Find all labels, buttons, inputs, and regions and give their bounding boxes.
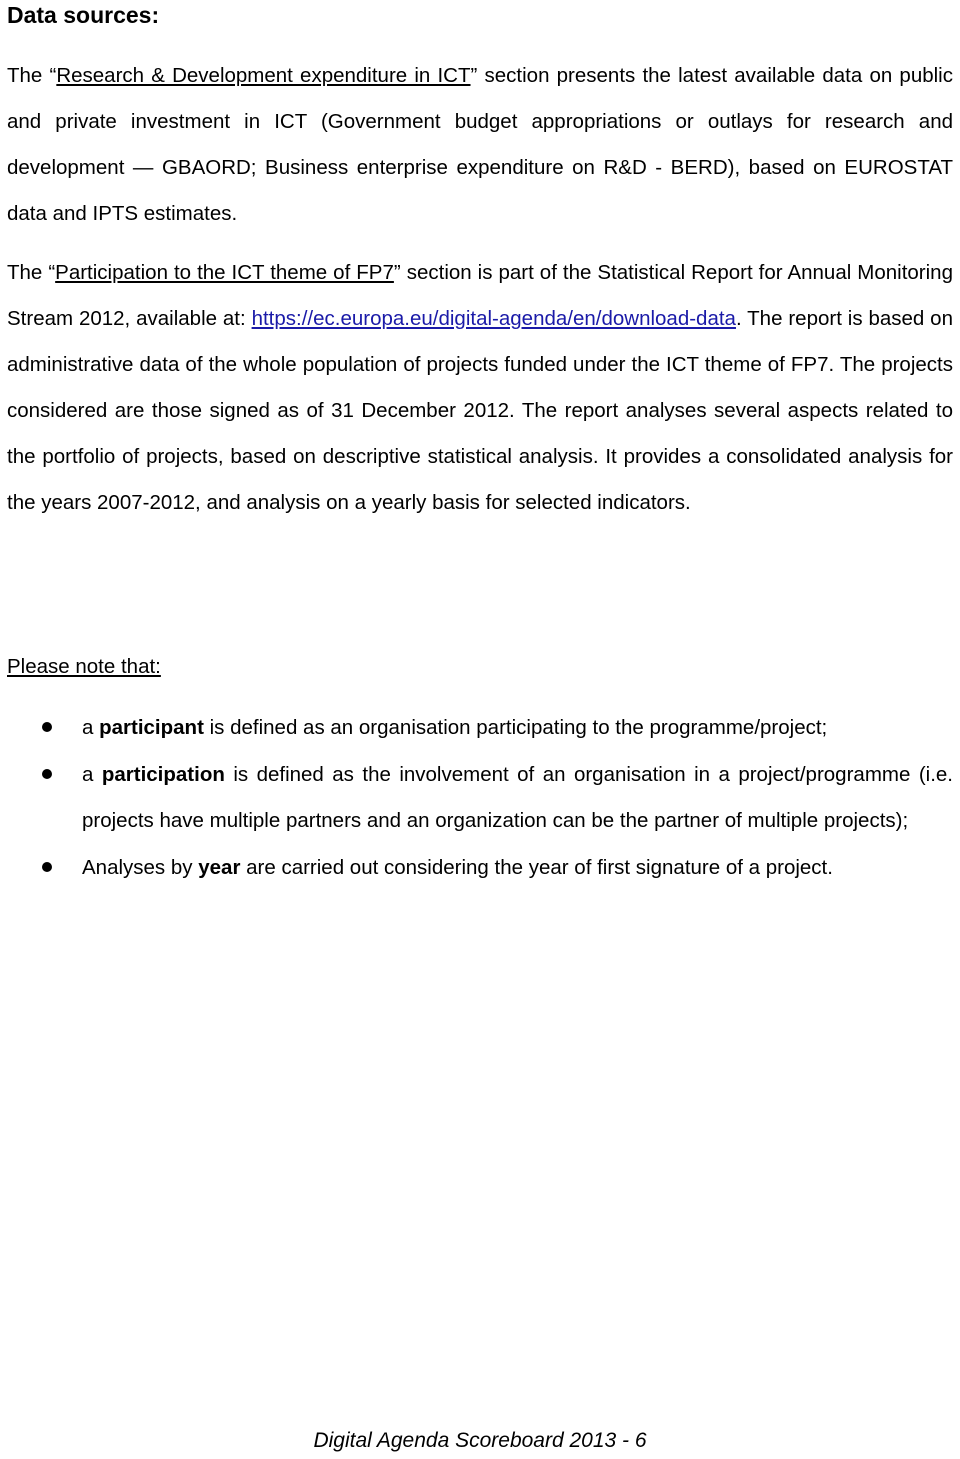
list-item-term: year xyxy=(198,855,241,879)
bullet-icon xyxy=(42,722,52,732)
list-item-text: is defined as an organisation participating to the programme/project; xyxy=(203,716,828,739)
paragraph-text: . The report is based on administrative data of the whole population of projects funded under the ICT theme of FP7. The projects considered are those signed as of 31 December 2012. The report analyses several aspects related to the portfolio of projects, based on descriptive statistical analysis. It provides a consolidated analysis for the years 2007-2012, and analysis on a yearly basis for selected indicators. xyxy=(7,307,953,514)
list-item xyxy=(0,752,953,845)
page-footer: Digital Agenda Scoreboard 2013 - 6 xyxy=(313,1429,647,1452)
list-item-text: are carried out considering the year of first signature of a project. xyxy=(240,855,833,879)
list-item-text: a xyxy=(82,762,102,786)
section-link-fp7-participation[interactable]: Participation to the ICT theme of FP7 xyxy=(55,261,394,284)
definitions-list xyxy=(0,705,960,891)
paragraph-text: The “ xyxy=(7,64,57,87)
section-link-rd-expenditure[interactable]: Research & Development expenditure in ICT xyxy=(56,64,471,87)
list-item xyxy=(0,705,953,752)
list-item-term: participation xyxy=(101,762,225,786)
list-item xyxy=(0,845,953,892)
paragraph-text: The “ xyxy=(7,261,56,284)
list-item-text: a xyxy=(82,716,100,739)
download-data-link[interactable]: https://ec.europa.eu/digital-agenda/en/download-data xyxy=(251,307,736,330)
paragraph-text: ” section is part of the Statistical Report for Annual Monitoring Stream 2012, available at: xyxy=(7,261,953,330)
list-item-term: participant xyxy=(99,716,204,739)
bullet-icon xyxy=(42,862,52,872)
section-heading: Data sources: xyxy=(7,2,160,28)
note-heading: Please note that: xyxy=(7,655,161,678)
list-item-text: is defined as the involvement of an organisation in a project/programme (i.e. projects have multiple partners and an organization can be the partner of multiple projects); xyxy=(82,762,953,832)
paragraph-fp7-participation xyxy=(7,250,953,526)
paragraph-text: ” section presents the latest available data on public and private investment in ICT (Government budget appropriations or outlays for research and development — GBAORD; Business enterprise expenditure on R&D - BERD), based on EUROSTAT data and IPTS estimates. xyxy=(7,64,953,225)
list-item-text: Analyses by xyxy=(82,855,199,879)
paragraph-rd-expenditure xyxy=(7,53,953,237)
bullet-icon xyxy=(42,769,52,779)
